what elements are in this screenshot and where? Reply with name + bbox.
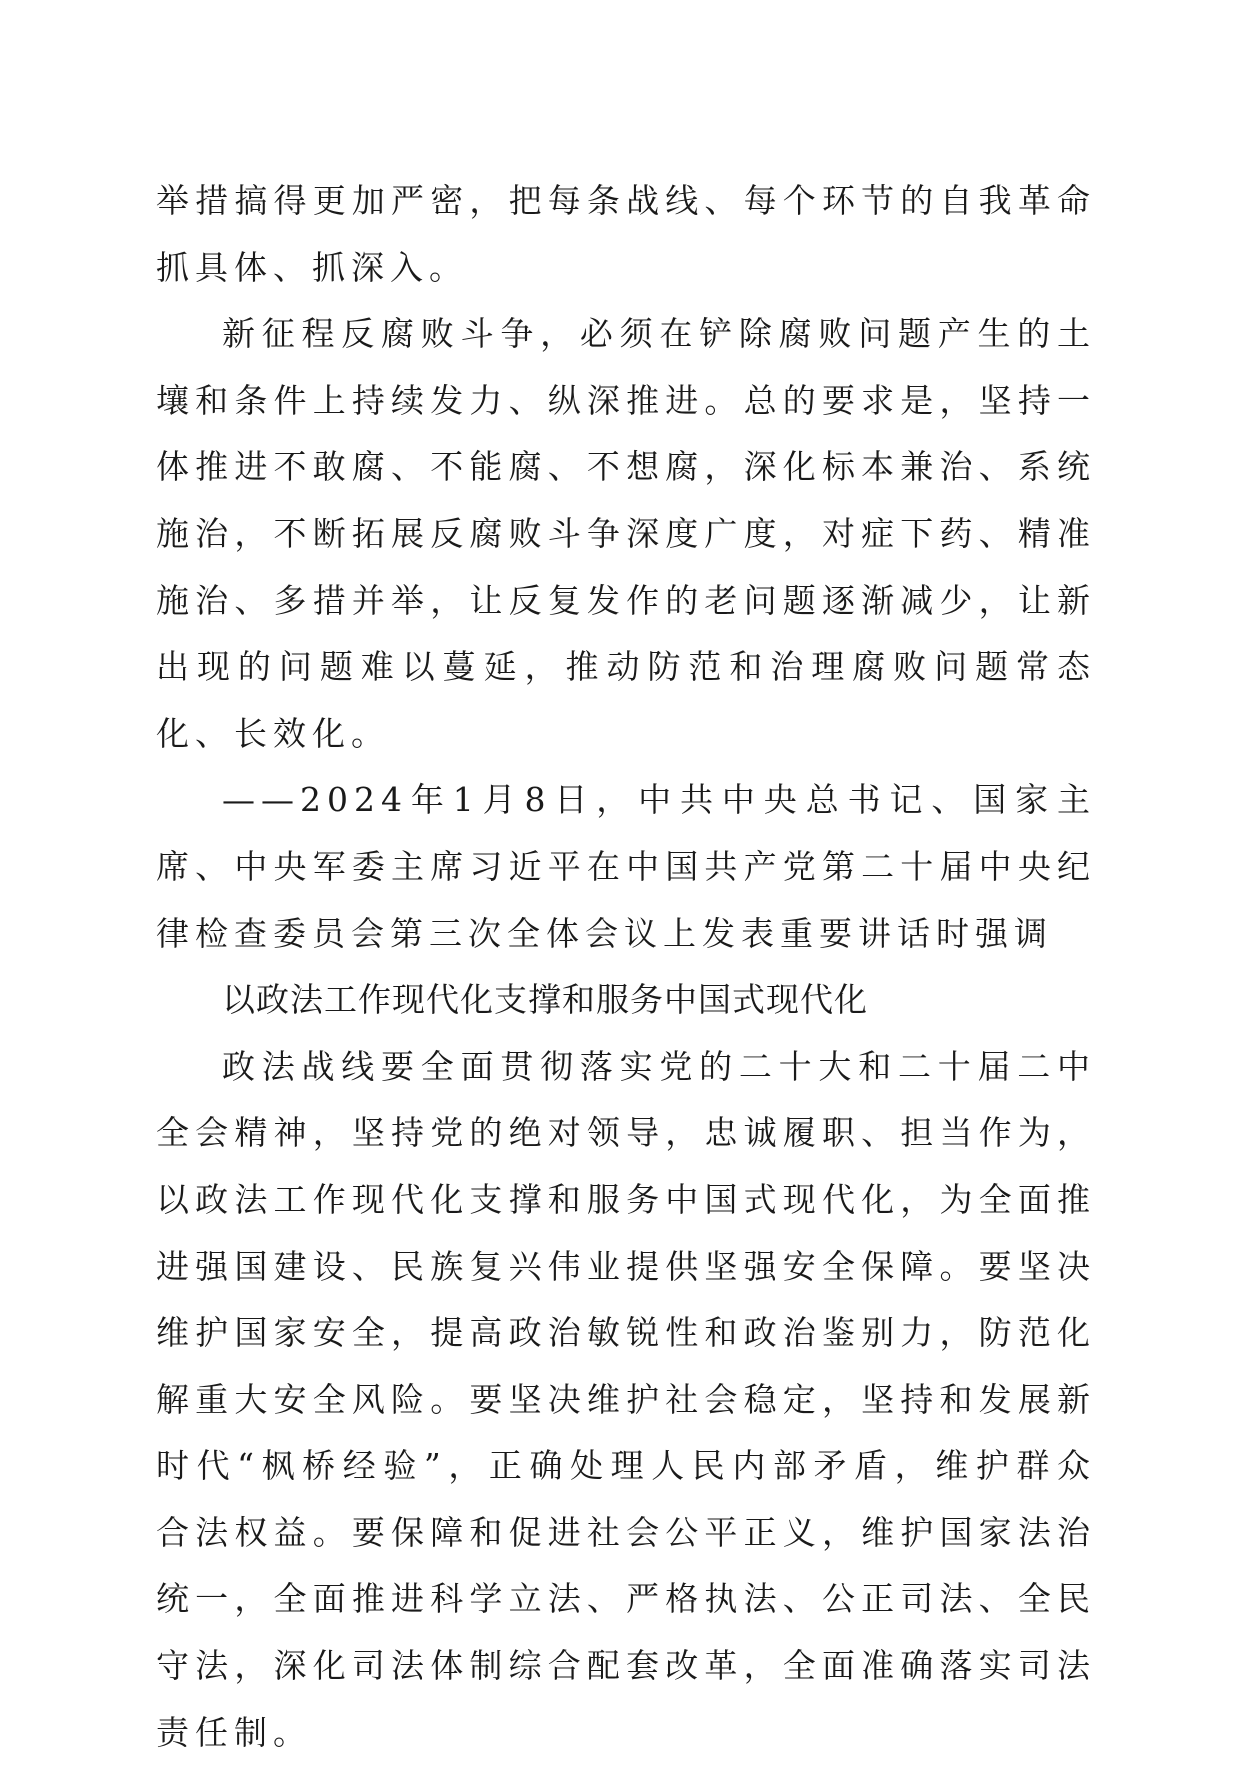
paragraph-anti-corruption: 新征程反腐败斗争，必须在铲除腐败问题产生的土壤和条件上持续发力、纵深推进。总的要求是，坚持一体推进不敢腐、不能腐、不想腐，深化标本兼治、系统施治，不断拓展反腐败斗争深度广度，对症下药、精准施治、多措并举，让反复发作的老问题逐渐减少，让新出现的问题难以蔓延，推动防范和治理腐败问题常态化、长效化。	[156, 314, 1096, 753]
paragraph-political-legal: 政法战线要全面贯彻落实党的二十大和二十届二中全会精神，坚持党的绝对领导，忠诚履职、担当作为，以政法工作现代化支撑和服务中国式现代化，为全面推进强国建设、民族复兴伟业提供坚强安全保障。要坚决维护国家安全，提高政治敏锐性和政治鉴别力，防范化解重大安全风险。要坚决维护社会稳定，坚持和发展新时代“枫桥经验”，正确处理人民内部矛盾，维护群众合法权益。要保障和促进社会公平正义，维护国家法治统一，全面推进科学立法、严格执法、公正司法、全民守法，深化司法体制综合配套改革，全面准确落实司法责任制。	[156, 1046, 1096, 1752]
section-heading: 以政法工作现代化支撑和服务中国式现代化	[222, 980, 868, 1020]
paragraph-attribution: ——2024年1月8日，中共中央总书记、国家主席、中央军委主席习近平在中国共产党第二十届中央纪律检查委员会第三次全体会议上发表重要讲话时强调	[156, 780, 1096, 953]
document-body	[156, 168, 1096, 1766]
paragraph-continuation: 举措搞得更加严密，把每条战线、每个环节的自我革命抓具体、抓深入。	[156, 181, 1096, 287]
